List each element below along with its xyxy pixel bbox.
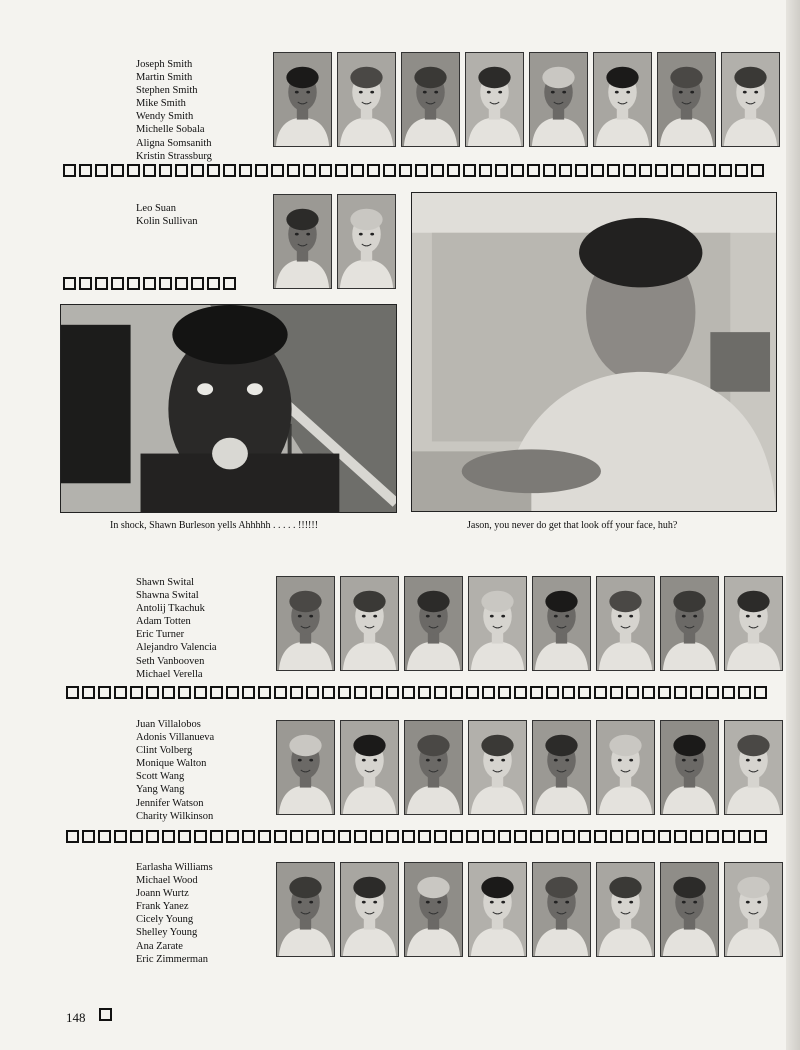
student-portrait bbox=[337, 52, 396, 147]
divider-square bbox=[351, 164, 364, 177]
student-name: Monique Walton bbox=[136, 758, 207, 770]
page-edge bbox=[786, 0, 800, 1050]
divider-square bbox=[175, 277, 188, 290]
student-portrait bbox=[529, 52, 588, 147]
divider-square bbox=[287, 164, 300, 177]
caption-right: Jason, you never do get that look off your face, huh? bbox=[467, 520, 678, 531]
divider-square bbox=[562, 686, 575, 699]
divider-square bbox=[399, 164, 412, 177]
divider-square bbox=[607, 164, 620, 177]
student-portrait bbox=[593, 52, 652, 147]
divider-square bbox=[114, 830, 127, 843]
divider-square bbox=[642, 830, 655, 843]
divider-square bbox=[82, 830, 95, 843]
divider-square bbox=[338, 830, 351, 843]
divider-square bbox=[319, 164, 332, 177]
student-portrait bbox=[724, 862, 783, 957]
student-name: Jennifer Watson bbox=[136, 797, 204, 809]
student-portrait bbox=[468, 862, 527, 957]
divider-square bbox=[146, 830, 159, 843]
divider-square bbox=[674, 686, 687, 699]
divider-square bbox=[191, 164, 204, 177]
divider-square bbox=[463, 164, 476, 177]
divider-square bbox=[127, 277, 140, 290]
student-name: Earlasha Williams bbox=[136, 862, 213, 873]
divider-square bbox=[66, 830, 79, 843]
student-portrait bbox=[468, 576, 527, 671]
student-name: Frank Yanez bbox=[136, 901, 189, 913]
divider-square bbox=[322, 830, 335, 843]
square-divider-1 bbox=[63, 164, 764, 177]
divider-square bbox=[178, 830, 191, 843]
divider-square bbox=[706, 686, 719, 699]
student-name: Wendy Smith bbox=[136, 111, 194, 123]
page-number: 148 bbox=[66, 1010, 86, 1025]
divider-square bbox=[63, 277, 76, 290]
student-name: Charity Wilkinson bbox=[136, 810, 214, 822]
square-divider-3 bbox=[66, 830, 767, 843]
divider-square bbox=[418, 830, 431, 843]
divider-square bbox=[210, 686, 223, 699]
student-portrait bbox=[721, 52, 780, 147]
divider-square bbox=[719, 164, 732, 177]
divider-square bbox=[127, 164, 140, 177]
divider-square bbox=[591, 164, 604, 177]
student-name: Scott Wang bbox=[136, 771, 185, 783]
divider-square bbox=[290, 686, 303, 699]
student-name: Eric Turner bbox=[136, 629, 185, 641]
student-portrait bbox=[660, 576, 719, 671]
student-name: Kolin Sullivan bbox=[136, 216, 198, 228]
divider-square bbox=[466, 686, 479, 699]
student-name: Michael Verella bbox=[136, 668, 203, 680]
name-list-3 bbox=[136, 576, 217, 681]
divider-square bbox=[575, 164, 588, 177]
square-divider-short bbox=[63, 277, 236, 290]
divider-square bbox=[370, 830, 383, 843]
divider-square bbox=[63, 164, 76, 177]
student-portrait bbox=[532, 576, 591, 671]
student-portrait bbox=[465, 52, 524, 147]
student-portrait bbox=[596, 576, 655, 671]
divider-square bbox=[450, 686, 463, 699]
divider-square bbox=[207, 277, 220, 290]
divider-square bbox=[223, 164, 236, 177]
student-name: Seth Vanbooven bbox=[136, 655, 205, 667]
student-name: Mike Smith bbox=[136, 98, 186, 110]
divider-square bbox=[162, 830, 175, 843]
divider-square bbox=[175, 164, 188, 177]
divider-square bbox=[738, 830, 751, 843]
student-portrait bbox=[401, 52, 460, 147]
student-name: Alejandro Valencia bbox=[136, 642, 217, 654]
name-list-2 bbox=[136, 202, 198, 228]
student-name: Martin Smith bbox=[136, 72, 193, 84]
divider-square bbox=[626, 686, 639, 699]
divider-square bbox=[95, 164, 108, 177]
divider-square bbox=[66, 686, 79, 699]
student-portrait bbox=[273, 194, 332, 289]
divider-square bbox=[658, 830, 671, 843]
student-name: Joseph Smith bbox=[136, 59, 193, 70]
divider-square bbox=[447, 164, 460, 177]
divider-square bbox=[610, 830, 623, 843]
divider-square bbox=[162, 686, 175, 699]
divider-square bbox=[306, 686, 319, 699]
divider-square bbox=[482, 830, 495, 843]
divider-square bbox=[610, 686, 623, 699]
divider-square bbox=[418, 686, 431, 699]
divider-square bbox=[495, 164, 508, 177]
divider-square bbox=[354, 830, 367, 843]
divider-square bbox=[578, 830, 591, 843]
student-portrait bbox=[724, 576, 783, 671]
divider-square bbox=[738, 686, 751, 699]
student-portrait bbox=[276, 576, 335, 671]
student-name: Shawn Swital bbox=[136, 577, 195, 588]
divider-square bbox=[207, 164, 220, 177]
student-name: Yang Wang bbox=[136, 784, 185, 796]
divider-square bbox=[143, 164, 156, 177]
candid-photo-shock bbox=[60, 304, 397, 513]
student-name: Kristin Strassburg bbox=[136, 150, 212, 162]
divider-square bbox=[95, 277, 108, 290]
divider-square bbox=[690, 830, 703, 843]
divider-square bbox=[370, 686, 383, 699]
student-name: Antolij Tkachuk bbox=[136, 603, 205, 615]
divider-square bbox=[479, 164, 492, 177]
divider-square bbox=[258, 830, 271, 843]
student-portrait bbox=[276, 720, 335, 815]
divider-square bbox=[111, 164, 124, 177]
student-portrait bbox=[532, 720, 591, 815]
divider-square bbox=[466, 830, 479, 843]
divider-square bbox=[703, 164, 716, 177]
student-name: Juan Villalobos bbox=[136, 719, 201, 730]
divider-square bbox=[383, 164, 396, 177]
divider-square bbox=[754, 830, 767, 843]
divider-square bbox=[674, 830, 687, 843]
student-portrait bbox=[340, 862, 399, 957]
divider-square bbox=[386, 686, 399, 699]
divider-square bbox=[79, 277, 92, 290]
student-name: Clint Volberg bbox=[136, 745, 193, 757]
student-name: Ana Zarate bbox=[136, 940, 183, 952]
student-name: Eric Zimmerman bbox=[136, 953, 209, 965]
divider-square bbox=[274, 686, 287, 699]
divider-square bbox=[290, 830, 303, 843]
divider-square bbox=[527, 164, 540, 177]
divider-square bbox=[639, 164, 652, 177]
student-name: Adam Totten bbox=[136, 616, 191, 628]
divider-square bbox=[722, 830, 735, 843]
student-name: Stephen Smith bbox=[136, 85, 198, 97]
divider-square bbox=[271, 164, 284, 177]
divider-square bbox=[239, 164, 252, 177]
divider-square bbox=[274, 830, 287, 843]
photo-row-1 bbox=[273, 52, 780, 147]
divider-square bbox=[194, 830, 207, 843]
name-list-1 bbox=[136, 58, 212, 163]
divider-square bbox=[178, 686, 191, 699]
student-portrait bbox=[273, 52, 332, 147]
student-portrait bbox=[404, 576, 463, 671]
student-name: Cicely Young bbox=[136, 914, 194, 926]
divider-square bbox=[511, 164, 524, 177]
student-name: Aligna Somsanith bbox=[136, 137, 212, 149]
divider-square bbox=[146, 686, 159, 699]
divider-square bbox=[82, 686, 95, 699]
divider-square bbox=[98, 686, 111, 699]
divider-square bbox=[706, 830, 719, 843]
student-name: Adonis Villanueva bbox=[136, 732, 215, 744]
divider-square bbox=[722, 686, 735, 699]
name-list-5 bbox=[136, 861, 213, 966]
divider-square bbox=[367, 164, 380, 177]
student-portrait bbox=[404, 720, 463, 815]
divider-square bbox=[143, 277, 156, 290]
divider-square bbox=[655, 164, 668, 177]
divider-square bbox=[514, 830, 527, 843]
divider-square bbox=[111, 277, 124, 290]
divider-square bbox=[130, 686, 143, 699]
divider-square bbox=[402, 830, 415, 843]
divider-square bbox=[114, 686, 127, 699]
divider-square bbox=[623, 164, 636, 177]
divider-square bbox=[335, 164, 348, 177]
divider-square bbox=[754, 686, 767, 699]
divider-square bbox=[482, 686, 495, 699]
name-list-4 bbox=[136, 718, 214, 823]
divider-square bbox=[559, 164, 572, 177]
divider-square bbox=[258, 686, 271, 699]
divider-square bbox=[594, 686, 607, 699]
page-number-square bbox=[99, 1008, 112, 1021]
student-name: Shawna Swital bbox=[136, 590, 199, 602]
divider-square bbox=[642, 686, 655, 699]
divider-square bbox=[223, 277, 236, 290]
divider-square bbox=[498, 830, 511, 843]
divider-square bbox=[303, 164, 316, 177]
divider-square bbox=[386, 830, 399, 843]
divider-square bbox=[530, 686, 543, 699]
divider-square bbox=[338, 686, 351, 699]
divider-square bbox=[450, 830, 463, 843]
student-name: Michael Wood bbox=[136, 875, 198, 887]
photo-row-3 bbox=[276, 576, 783, 671]
square-divider-2 bbox=[66, 686, 767, 699]
divider-square bbox=[562, 830, 575, 843]
divider-square bbox=[159, 277, 172, 290]
student-name: Leo Suan bbox=[136, 203, 176, 214]
divider-square bbox=[79, 164, 92, 177]
divider-square bbox=[530, 830, 543, 843]
divider-square bbox=[543, 164, 556, 177]
divider-square bbox=[242, 686, 255, 699]
candid-photo-jason bbox=[411, 192, 777, 512]
divider-square bbox=[194, 686, 207, 699]
student-name: Michelle Sobala bbox=[136, 124, 205, 136]
student-portrait bbox=[657, 52, 716, 147]
divider-square bbox=[322, 686, 335, 699]
student-portrait bbox=[468, 720, 527, 815]
student-portrait bbox=[340, 576, 399, 671]
divider-square bbox=[210, 830, 223, 843]
divider-square bbox=[226, 686, 239, 699]
divider-square bbox=[514, 686, 527, 699]
student-portrait bbox=[596, 720, 655, 815]
divider-square bbox=[255, 164, 268, 177]
divider-square bbox=[130, 830, 143, 843]
divider-square bbox=[690, 686, 703, 699]
student-portrait bbox=[660, 862, 719, 957]
photo-row-2 bbox=[273, 194, 396, 289]
student-portrait bbox=[404, 862, 463, 957]
divider-square bbox=[546, 830, 559, 843]
student-portrait bbox=[340, 720, 399, 815]
divider-square bbox=[434, 686, 447, 699]
divider-square bbox=[687, 164, 700, 177]
divider-square bbox=[415, 164, 428, 177]
divider-square bbox=[546, 686, 559, 699]
divider-square bbox=[191, 277, 204, 290]
divider-square bbox=[242, 830, 255, 843]
student-name: Joann Wurtz bbox=[136, 888, 189, 900]
divider-square bbox=[354, 686, 367, 699]
divider-square bbox=[402, 686, 415, 699]
student-portrait bbox=[337, 194, 396, 289]
student-portrait bbox=[276, 862, 335, 957]
divider-square bbox=[498, 686, 511, 699]
divider-square bbox=[735, 164, 748, 177]
divider-square bbox=[626, 830, 639, 843]
divider-square bbox=[751, 164, 764, 177]
student-portrait bbox=[660, 720, 719, 815]
divider-square bbox=[431, 164, 444, 177]
student-portrait bbox=[532, 862, 591, 957]
divider-square bbox=[594, 830, 607, 843]
divider-square bbox=[434, 830, 447, 843]
photo-row-4 bbox=[276, 720, 783, 815]
divider-square bbox=[159, 164, 172, 177]
caption-left: In shock, Shawn Burleson yells Ahhhhh . . . . . !!!!!! bbox=[110, 520, 319, 531]
divider-square bbox=[578, 686, 591, 699]
divider-square bbox=[671, 164, 684, 177]
student-name: Shelley Young bbox=[136, 927, 198, 939]
divider-square bbox=[658, 686, 671, 699]
divider-square bbox=[306, 830, 319, 843]
divider-square bbox=[98, 830, 111, 843]
student-portrait bbox=[724, 720, 783, 815]
photo-row-5 bbox=[276, 862, 783, 957]
divider-square bbox=[226, 830, 239, 843]
student-portrait bbox=[596, 862, 655, 957]
